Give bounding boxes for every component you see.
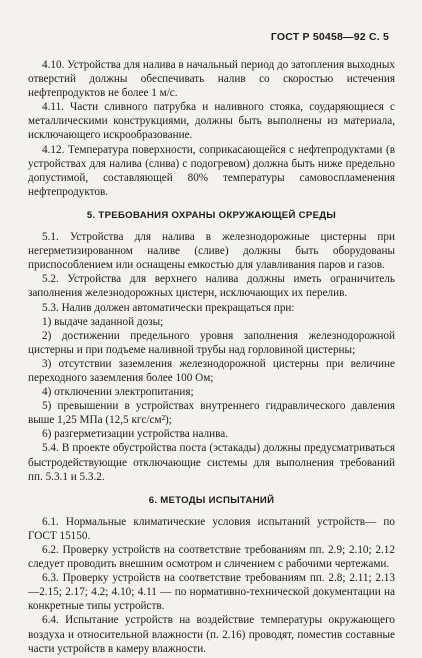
paragraph-4-12: 4.12. Температура поверхности, соприкасающейся с нефтепродуктами (в устройствах для налива (слива) с подогревом) должна быть ниже предельно допустимой, составляющей 80% температуры самовоспламенения нефтепродуктов. (28, 143, 395, 198)
paragraph-5-1: 5.1. Устройства для налива в железнодорожные цистерны при негерметизированном наливе (сливе) должны быть оборудованы приспособлением или оснащены емкостью для улавливания паров и газов. (28, 231, 395, 272)
list-item-5-3-2: 2) достижении предельного уровня заполнения железнодорожной цистерны и при подъеме наливной трубы над горловиной цистерны; (28, 329, 395, 356)
paragraph-5-2: 5.2. Устройства для верхнего налива должны иметь ограничитель заполнения железнодорожных цистерн, исключающих их перелив. (28, 273, 395, 300)
document-body (28, 58, 395, 656)
paragraph-6-4: 6.4. Испытание устройств на воздействие температуры окружающего воздуха и относительной влажности (п. 2.16) проводят, поместив составные части устройств в камеру влажности. (28, 614, 395, 655)
list-item-5-3-1: 1) выдаче заданной дозы; (42, 315, 164, 328)
list-item-5-3-4: 4) отключении электропитания; (42, 386, 194, 399)
paragraph-6-3: 6.3. Проверку устройств на соответствие требованиям пп. 2.8; 2.11; 2.13—2.15; 2.17; 4.2; 4.10; 4.11 — по нормативно-технической документации на конкретные типы устройств. (28, 572, 395, 613)
section-5-title: 5. ТРЕБОВАНИЯ ОХРАНЫ ОКРУЖАЮЩЕЙ СРЕДЫ (86, 209, 337, 221)
list-item-5-3-6: 6) разгерметизации устройства налива. (42, 428, 229, 441)
paragraph-4-10: 4.10. Устройства для налива в начальный период до затопления выходных отверстий должны обеспечивать налив со скоростью истечения нефтепродуктов не более 1 м/с. (28, 59, 395, 100)
paragraph-6-2: 6.2. Проверку устройств на соответствие требованиям пп. 2.9; 2.10; 2.12 следует проводить внешним осмотром и сличением с рабочими чертежами. (28, 544, 395, 571)
list-item-5-3-3: 3) отсутствии заземления железнодорожной цистерны при величине переходного заземления более 100 Ом; (28, 357, 395, 384)
paragraph-4-11: 4.11. Части сливного патрубка и наливного стояка, соударяющиеся с металлическими конструкциями, должны быть выполнены из материала, исключающего искрообразование. (28, 101, 395, 142)
paragraph-5-4: 5.4. В проекте обустройства поста (эстакады) должны предусматриваться быстродействующие отключающие системы для выполнения требований пп. 5.3.1 и 5.3.2. (28, 442, 395, 483)
paragraph-6-1: 6.1. Нормальные климатические условия испытаний устройств— по ГОСТ 15150. (28, 515, 395, 542)
page-header: ГОСТ Р 50458—92 С. 5 (270, 31, 389, 43)
section-6-title: 6. МЕТОДЫ ИСПЫТАНИЙ (148, 494, 275, 506)
paragraph-5-3: 5.3. Налив должен автоматически прекращаться при: (42, 301, 295, 314)
list-item-5-3-5: 5) превышении в устройствах внутреннего гидравлического давления выше 1,25 МПа (12,5 кгс/см²); (28, 400, 395, 427)
